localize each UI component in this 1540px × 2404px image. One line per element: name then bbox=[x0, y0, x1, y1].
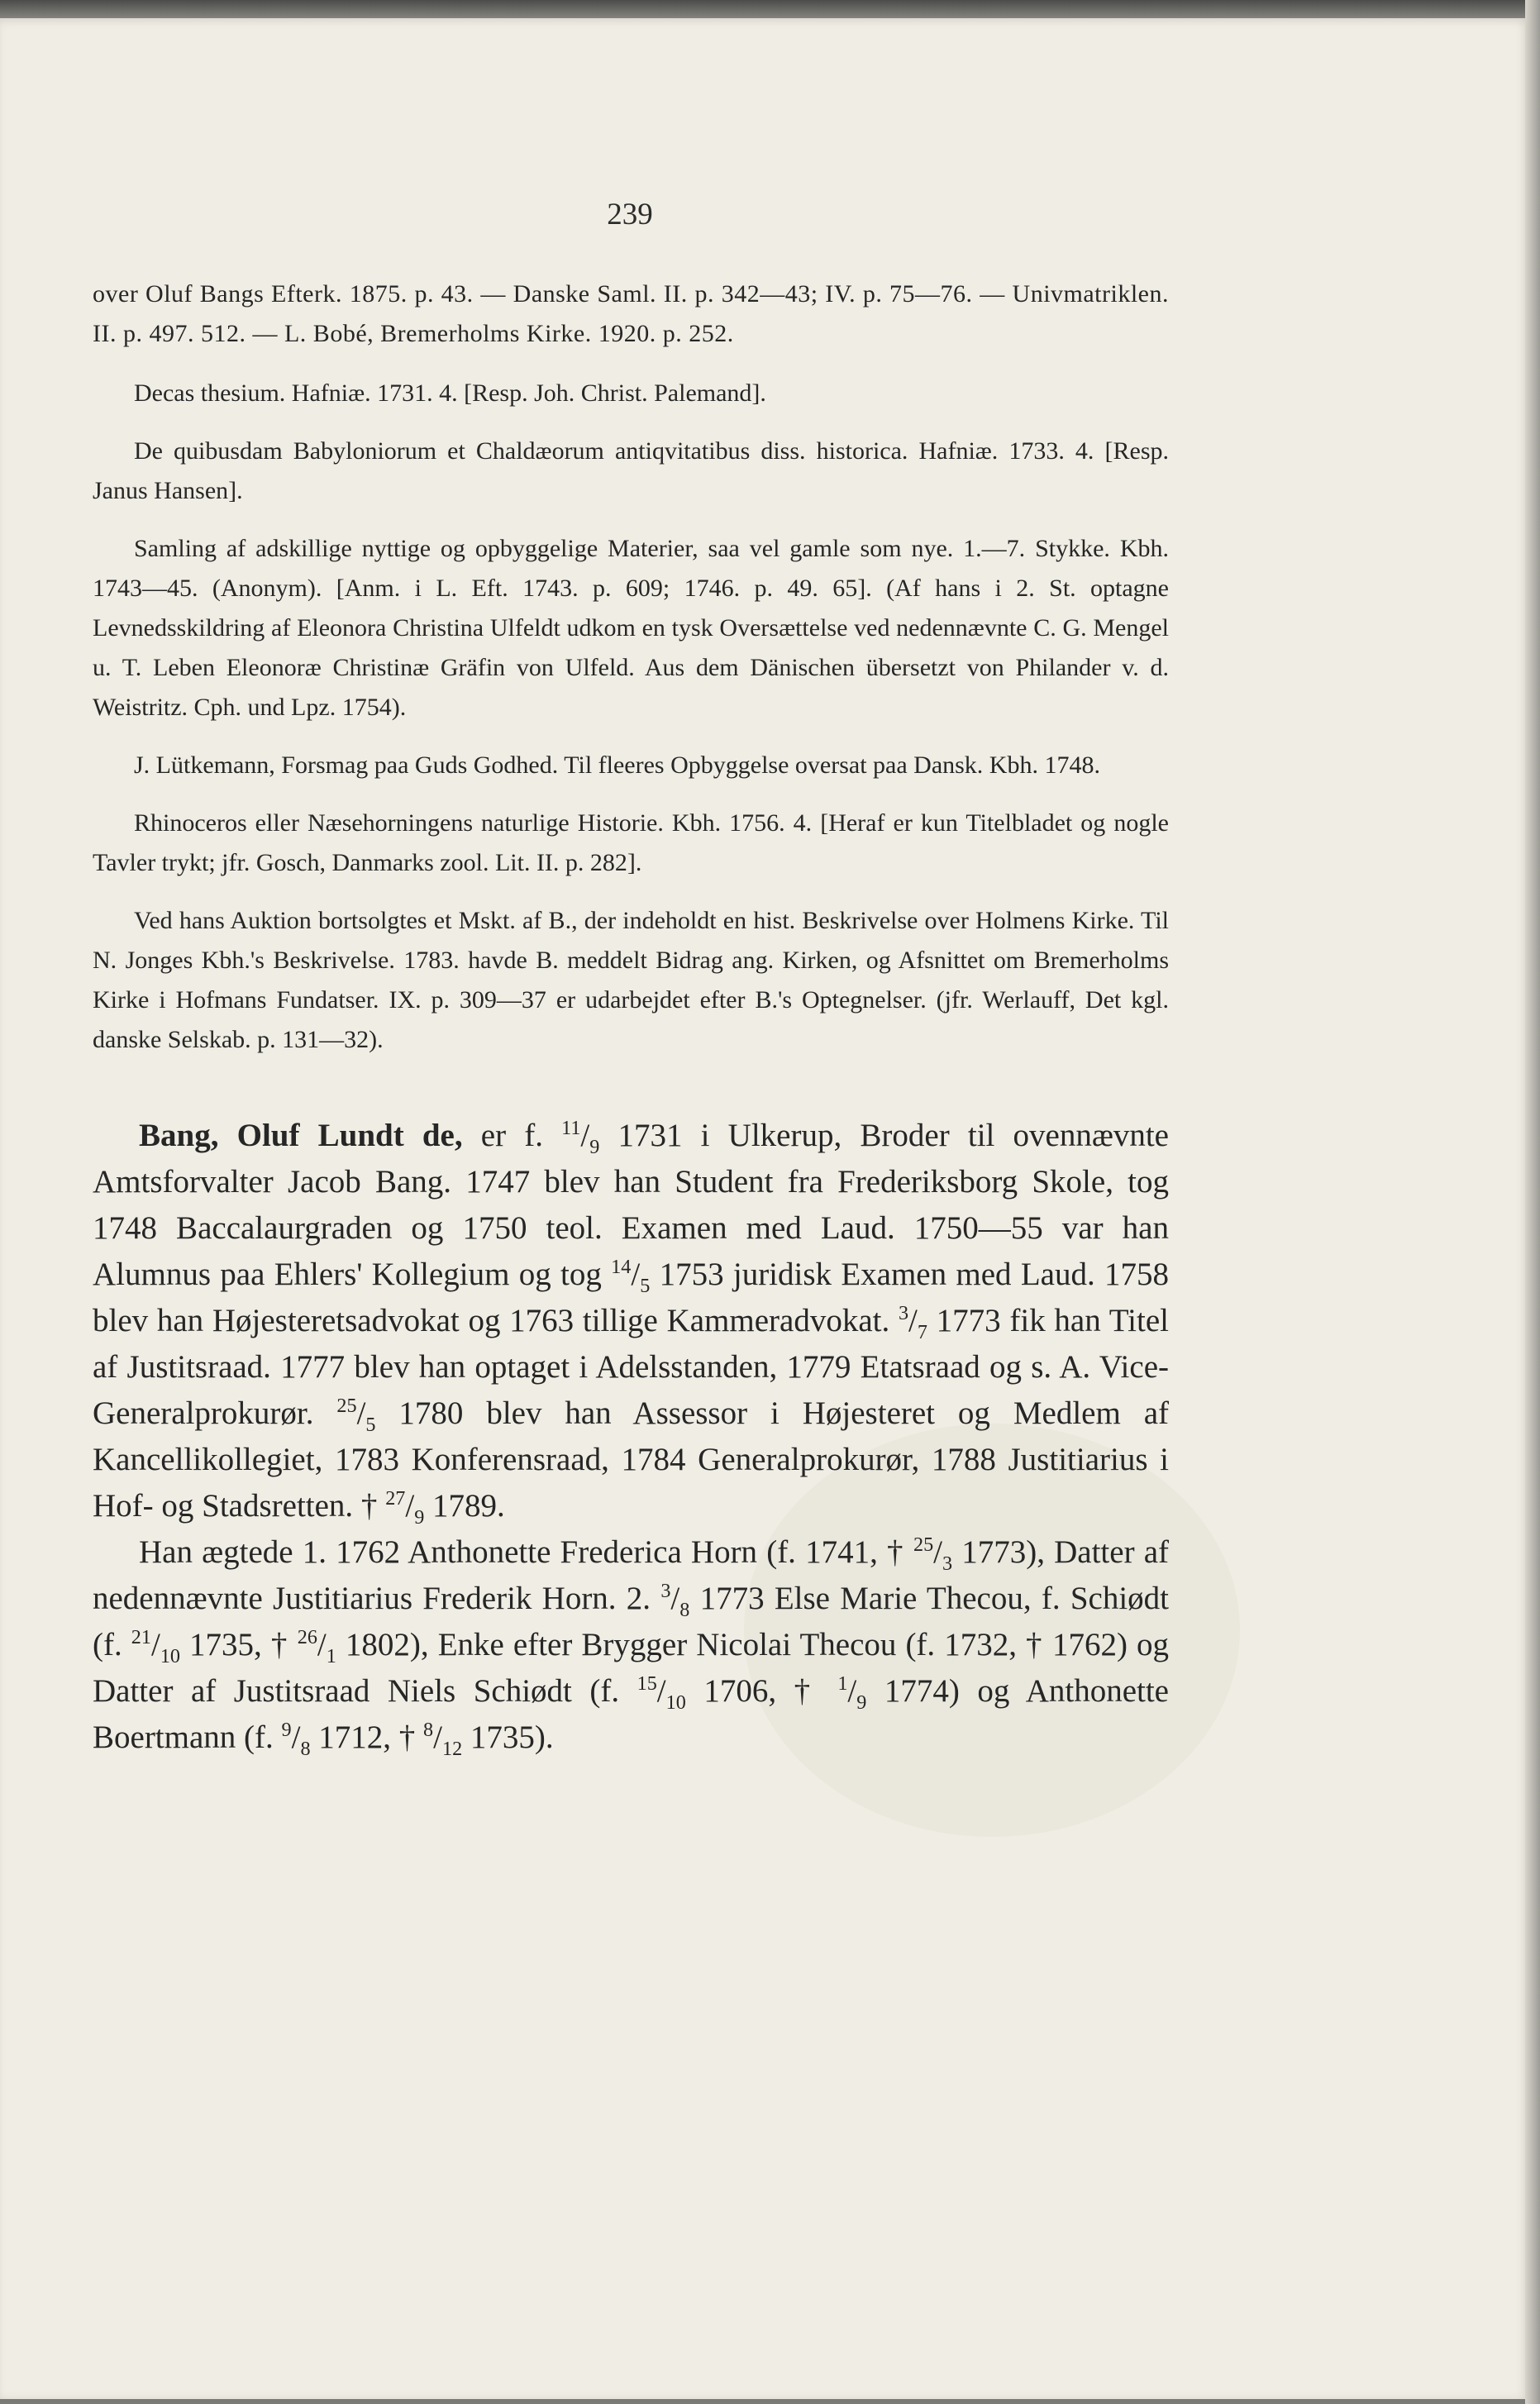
date-numerator: 3 bbox=[898, 1302, 909, 1324]
date-denominator: 9 bbox=[414, 1505, 425, 1529]
date-numerator: 9 bbox=[281, 1719, 292, 1741]
text-run: er f. bbox=[462, 1118, 562, 1153]
text-run: Han ægtede 1. 1762 Anthonette Frederica Horn (f. 1741, † bbox=[139, 1534, 913, 1570]
date-denominator: 5 bbox=[640, 1274, 651, 1297]
bibliography-section bbox=[93, 274, 1169, 1060]
work-entry: J. Lütkemann, Forsmag paa Guds Godhed. Til fleeres Opbyggelse oversat paa Dansk. Kbh. 1748. bbox=[134, 751, 1100, 779]
date-numerator: 25 bbox=[913, 1534, 934, 1556]
work-entry: Rhinoceros eller Næsehorningens naturlige Historie. Kbh. 1756. 4. [Heraf er kun Titelbladet og nogle Tavler trykt; jfr. Gosch, Danmarks zool. Lit. II. p. 282]. bbox=[93, 809, 1169, 876]
date-denominator: 10 bbox=[665, 1691, 686, 1714]
page-right-edge bbox=[1525, 0, 1540, 2404]
date-numerator: 3 bbox=[660, 1580, 671, 1602]
date-denominator: 10 bbox=[160, 1644, 180, 1667]
date-denominator: 3 bbox=[942, 1552, 953, 1575]
marriage-paragraph: Han ægtede 1. 1762 Anthonette Frederica Horn (f. 1741, † $^{25}/_3$ 1773), Datter af nedennævnte Justitiarius Frederik Horn. 2. $^3/_8$ 1773 Else Marie Thecou, f. Schiødt (f. $^{21}/_{10}$ 1735, † $^{26}/_1$ 1802), Enke efter Brygger Nicolai Thecou (f. 1732, † 1762) og Datter af Justitsraad Niels Schiødt (f. $^{15}/_{10}$ 1706, † $^1/_9$ 1774) og Anthonette Boertmann (f. $^9/_8$ 1712, † $^8/_{12}$ 1735). bbox=[93, 1534, 1169, 1760]
date-denominator: 12 bbox=[441, 1737, 463, 1760]
date-numerator: 8 bbox=[423, 1719, 434, 1741]
date-denominator: 5 bbox=[365, 1413, 376, 1436]
work-entry: Decas thesium. Hafniæ. 1731. 4. [Resp. Joh. Christ. Palemand]. bbox=[134, 379, 766, 407]
date-numerator: 25 bbox=[336, 1395, 357, 1417]
biography-section bbox=[93, 1113, 1169, 1761]
date-numerator: 1 bbox=[837, 1672, 848, 1695]
text-run: 1773), Datter af nedennævnte Justitiarius Frederik Horn. 2. bbox=[93, 1534, 1169, 1616]
text-run: 1731 i Ulkerup, Broder til ovennævnte Amtsforvalter Jacob Bang. 1747 blev han Student fra Frederiksborg Skole, tog 1748 Baccalaurgraden og 1750 teol. Examen med Laud. 1750—55 var han Alumnus paa Ehlers' Kollegium og tog bbox=[93, 1118, 1169, 1292]
text-run: 1789. bbox=[424, 1488, 505, 1524]
date-numerator: 14 bbox=[611, 1256, 632, 1278]
biography-paragraph: Bang, Oluf Lundt de, er f. $^{11}/_9$ 1731 i Ulkerup, Broder til ovennævnte Amtsforvalter Jacob Bang. 1747 blev han Student fra Frederiksborg Skole, tog 1748 Baccalaurgraden og 1750 teol. Examen med Laud. 1750—55 var han Alumnus paa Ehlers' Kollegium og tog $^{14}/_5$ 1753 juridisk Examen med Laud. 1758 blev han Højesteretsadvokat og 1763 tillige Kammeradvokat. $^3/_7$ 1773 fik han Titel af Justitsraad. 1777 blev han optaget i Adelsstanden, 1779 Etatsraad og s. A. Vice-Generalprokurør. $^{25}/_5$ 1780 blev han Assessor i Højesteret og Medlem af Kancellikollegiet, 1783 Konferensraad, 1784 Generalprokurør, 1788 Justitiarius i Hof- og Stadsretten. † $^{27}/_9$ 1789. bbox=[93, 1117, 1169, 1529]
work-entry: Samling af adskillige nyttige og opbyggelige Materier, saa vel gamle som nye. 1.—7. Stykke. Kbh. 1743—45. (Anonym). [Anm. i L. Eft. 1743. p. 609; 1746. p. 49. 65]. (Af hans i 2. St. optagne Levnedsskildring af Eleonora Christina Ulfeldt udkom en tysk Oversættelse ved nedennævnte C. G. Mengel u. T. Leben Eleonoræ Christinæ Gräfin von Ulfeld. Aus dem Dänischen übersetzt von Philander v. d. Weistritz. Cph. und Lpz. 1754). bbox=[93, 535, 1169, 721]
work-entry: Ved hans Auktion bortsolgtes et Mskt. af B., der indeholdt en hist. Beskrivelse over Holmens Kirke. Til N. Jonges Kbh.'s Beskrivelse. 1783. havde B. meddelt Bidrag ang. Kirken, og Afsnittet om Bremerholms Kirke i Hofmans Fundatser. IX. p. 309—37 er udarbejdet efter B.'s Optegnelser. (jfr. Werlauff, Det kgl. danske Selskab. p. 131—32). bbox=[93, 907, 1169, 1053]
text-run: 1773 Else Marie Thecou, f. Schiødt (f. bbox=[93, 1581, 1169, 1662]
work-entry: De quibusdam Babyloniorum et Chaldæorum antiqvitatibus diss. historica. Hafniæ. 1733. 4. [Resp. Janus Hansen]. bbox=[93, 437, 1169, 504]
text-run: 1712, † bbox=[310, 1720, 424, 1755]
date-numerator: 27 bbox=[385, 1487, 406, 1510]
date-numerator: 11 bbox=[561, 1117, 581, 1139]
text-run: 1802), Enke efter Brygger Nicolai Thecou (f. 1732, † 1762) og Datter af Justitsraad Niels Schiødt (f. bbox=[93, 1627, 1169, 1709]
text-run: 1780 blev han Assessor i Højesteret og Medlem af Kancellikollegiet, 1783 Konferensraad, 1784 Generalprokurør, 1788 Justitiarius i Hof- og Stadsretten. † bbox=[93, 1395, 1169, 1524]
page-number: 239 bbox=[607, 198, 653, 231]
date-denominator: 8 bbox=[679, 1598, 690, 1621]
biography-name: Bang, Oluf Lundt de, bbox=[139, 1118, 463, 1153]
date-denominator: 8 bbox=[300, 1737, 311, 1760]
date-numerator: 15 bbox=[637, 1672, 657, 1695]
text-run: 1753 juridisk Examen med Laud. 1758 blev han Højesteretsadvokat og 1763 tillige Kammeradvokat. bbox=[93, 1257, 1169, 1338]
date-denominator: 9 bbox=[856, 1691, 867, 1714]
date-denominator: 1 bbox=[326, 1644, 336, 1667]
date-denominator: 9 bbox=[589, 1135, 600, 1158]
bibliography-continuation: over Oluf Bangs Efterk. 1875. p. 43. — Danske Saml. II. p. 342—43; IV. p. 75—76. — Univmatriklen. II. p. 497. 512. — L. Bobé, Bremerholms Kirke. 1920. p. 252. bbox=[93, 280, 1169, 347]
text-run: 1706, † bbox=[685, 1673, 838, 1709]
text-run: 1774) og Anthonette Boertmann (f. bbox=[93, 1673, 1169, 1755]
date-numerator: 21 bbox=[131, 1626, 151, 1648]
text-run: 1773 fik han Titel af Justitsraad. 1777 blev han optaget i Adelsstanden, 1779 Etatsraad og s. A. Vice-Generalprokurør. bbox=[93, 1303, 1169, 1431]
date-numerator: 26 bbox=[297, 1626, 317, 1648]
text-run: 1735). bbox=[462, 1720, 554, 1755]
page-body bbox=[93, 274, 1169, 1761]
text-run: 1735, † bbox=[179, 1627, 298, 1662]
date-denominator: 7 bbox=[917, 1320, 927, 1343]
